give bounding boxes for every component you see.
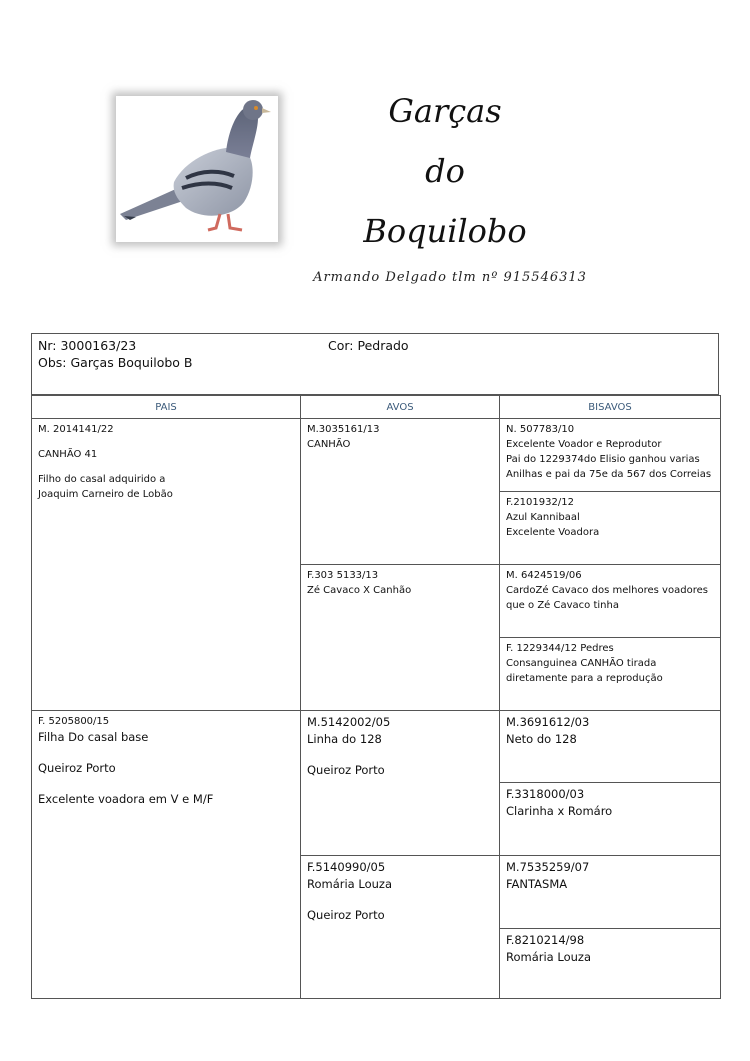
grandsire-maternal-name: Linha do 128 (307, 732, 382, 746)
title-line-1: Garças (388, 92, 502, 130)
ggs-2-note-1: CardoZé Cavaco dos melhores voadores (506, 585, 708, 596)
sire-note-2: Joaquim Carneiro de Lobão (38, 489, 173, 500)
ring-number: Nr: 3000163/23 (38, 338, 137, 353)
dam-note-1: Filha Do casal base (38, 730, 149, 744)
granddam-paternal-ring: F.303 5133/13 (307, 570, 379, 581)
ggd-3-cell (500, 783, 721, 856)
ggs-2-ring: M. 6424519/06 (506, 570, 582, 581)
ggd-1-cell (500, 492, 721, 565)
ggs-1-cell (500, 419, 721, 492)
granddam-maternal-breeder: Queiroz Porto (307, 908, 385, 922)
title-line-2: do (425, 152, 465, 190)
sire-note-1: Filho do casal adquirido a (38, 474, 166, 485)
ggd-2-ring: F. 1229344/12 Pedres (506, 643, 614, 654)
ggd-1-note: Excelente Voadora (506, 527, 600, 538)
granddam-paternal-name: Zé Cavaco X Canhão (307, 585, 412, 596)
granddam-maternal-cell (301, 856, 500, 999)
ggs-4-name: FANTASMA (506, 877, 568, 891)
owner-contact: Armando Delgado tlm nº 915546313 (313, 270, 587, 285)
ggs-3-cell (500, 711, 721, 783)
title-line-3: Boquilobo (363, 212, 527, 250)
ggs-2-note-2: que o Zé Cavaco tinha (506, 600, 619, 611)
col-header-bisavos: BISAVOS (500, 396, 721, 419)
color: Cor: Pedrado (328, 338, 409, 353)
grandsire-maternal-breeder: Queiroz Porto (307, 763, 385, 777)
dam-note-2: Excelente voadora em V e M/F (38, 792, 214, 806)
ggs-1-note-2: Pai do 1229374do Elisio ganhou varias (506, 454, 700, 465)
ggs-4-cell (500, 856, 721, 929)
ggs-1-note-3: Anilhas e pai da 75e da 567 dos Correias (506, 469, 712, 480)
sire-name: CANHÃO 41 (38, 449, 98, 460)
pedigree-table (31, 395, 721, 999)
ggs-2-cell (500, 565, 721, 638)
grandsire-paternal-name: CANHÃO (307, 439, 351, 450)
ggd-2-note-2: diretamente para a reprodução (506, 673, 663, 684)
ggd-1-ring: F.2101932/12 (506, 497, 574, 508)
grandsire-maternal-ring: M.5142002/05 (307, 715, 391, 729)
ggd-3-name: Clarinha x Romáro (506, 804, 613, 818)
col-header-avos: AVOS (301, 396, 500, 419)
granddam-maternal-ring: F.5140990/05 (307, 860, 386, 874)
granddam-paternal-cell (301, 565, 500, 711)
ggd-1-name: Azul Kannibaal (506, 512, 580, 523)
sire-cell (32, 419, 301, 711)
dam-ring: F. 5205800/15 (38, 716, 110, 727)
ggd-4-cell (500, 929, 721, 999)
ggs-1-ring: N. 507783/10 (506, 424, 575, 435)
dam-breeder: Queiroz Porto (38, 761, 116, 775)
ggd-2-note-1: Consanguinea CANHÃO tirada (506, 658, 657, 669)
ggd-4-name: Romária Louza (506, 950, 591, 964)
ggd-2-cell (500, 638, 721, 711)
sire-ring: M. 2014141/22 (38, 424, 114, 435)
grandsire-paternal-ring: M.3035161/13 (307, 424, 380, 435)
pigeon-icon (116, 96, 278, 242)
info-box (31, 333, 719, 395)
ggs-3-ring: M.3691612/03 (506, 715, 590, 729)
granddam-maternal-name: Romária Louza (307, 877, 392, 891)
grandsire-maternal-cell (301, 711, 500, 856)
dam-cell (32, 711, 301, 999)
col-header-pais: PAIS (32, 396, 301, 419)
ggd-3-ring: F.3318000/03 (506, 787, 585, 801)
pigeon-photo (116, 96, 278, 242)
observations: Obs: Garças Boquilobo B (38, 355, 193, 370)
ggd-4-ring: F.8210214/98 (506, 933, 585, 947)
ggs-3-name: Neto do 128 (506, 732, 577, 746)
ggs-1-note-1: Excelente Voador e Reprodutor (506, 439, 662, 450)
grandsire-paternal-cell (301, 419, 500, 565)
ggs-4-ring: M.7535259/07 (506, 860, 590, 874)
